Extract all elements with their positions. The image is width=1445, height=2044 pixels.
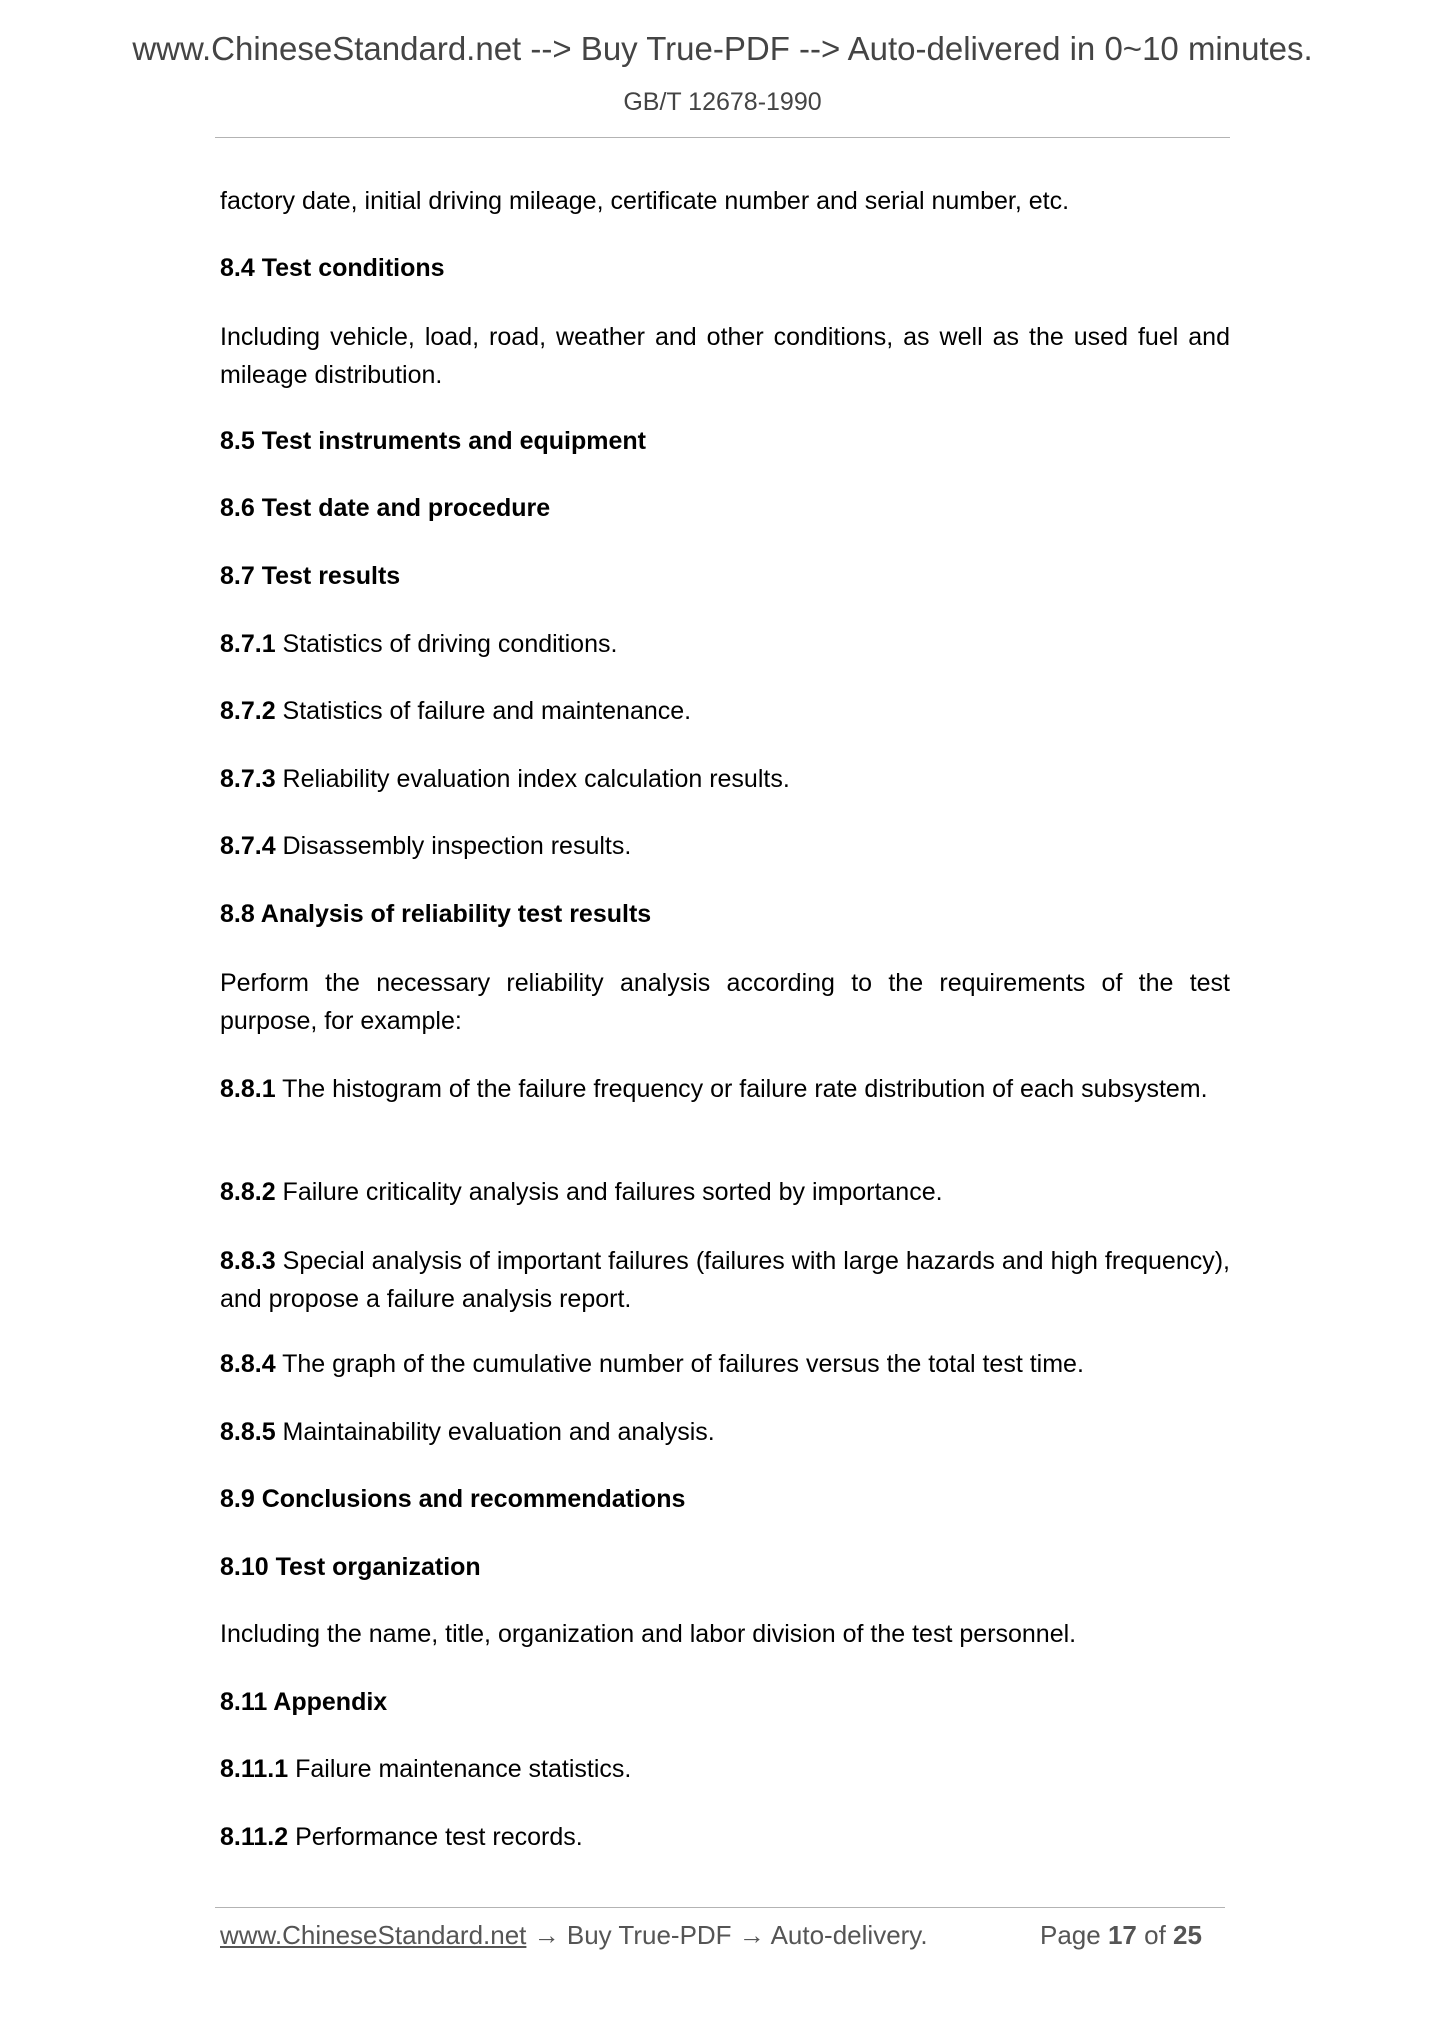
section-heading-8-5: 8.5 Test instruments and equipment [220,427,647,455]
clause-text: Statistics of driving conditions. [275,630,618,658]
clause-8-8-1 [220,1070,1230,1108]
clause-8-8-5 [220,1413,1230,1452]
section-text-8-4: Including vehicle, load, road, weather and other conditions, as well as the used fuel and mileage distribution. [220,323,1230,389]
total-pages-number: 25 [1173,1920,1202,1950]
footer-promo [220,1920,928,1951]
site-banner: www.ChineseStandard.net --> Buy True-PDF --> Auto-delivered in 0~10 minutes. [132,30,1313,67]
clause-text: Disassembly inspection results. [275,832,632,860]
section-heading-8-9: 8.9 Conclusions and recommendations [220,1485,686,1513]
body-line: factory date, initial driving mileage, certificate number and serial number, etc. [220,187,1070,215]
clause-text: Performance test records. [288,1823,583,1851]
section-heading-8-7: 8.7 Test results [220,562,401,590]
section-heading-8-8: 8.8 Analysis of reliability test results [220,900,652,928]
document-code: GB/T 12678-1990 [623,88,822,116]
footer-divider [215,1907,1225,1908]
clause-number: 8.8.1 [220,1075,276,1103]
clause-8-7-4 [220,827,1230,866]
clause-text: Failure criticality analysis and failures sorted by importance. [275,1178,943,1206]
section-heading-8-4: 8.4 Test conditions [220,254,445,282]
clause-number: 8.7.3 [220,765,276,793]
clause-text: The histogram of the failure frequency or failure rate distribution of each subsystem. [275,1075,1208,1103]
current-page-number: 17 [1107,1920,1137,1950]
clause-number: 8.11.2 [220,1823,289,1851]
clause-8-11-1 [220,1750,1230,1789]
clause-8-8-3 [220,1242,1230,1318]
clause-number: 8.11.1 [220,1755,289,1783]
footer-site-link[interactable]: www.ChineseStandard.net [220,1920,527,1950]
clause-text: The graph of the cumulative number of failures versus the total test time. [275,1350,1084,1378]
clause-text: Statistics of failure and maintenance. [275,697,692,725]
page-label: Page [1040,1920,1101,1950]
clause-number: 8.8.3 [220,1247,276,1275]
of-label: of [1144,1920,1166,1950]
clause-8-7-2 [220,692,1230,731]
clause-text: Reliability evaluation index calculation results. [275,765,790,793]
clause-text: Maintainability evaluation and analysis. [275,1418,715,1446]
clause-8-8-4 [220,1345,1230,1384]
clause-number: 8.8.2 [220,1178,276,1206]
clause-8-7-3 [220,760,1230,799]
clause-8-7-1 [220,625,1230,664]
section-heading-8-6: 8.6 Test date and procedure [220,494,551,522]
clause-number: 8.7.4 [220,832,276,860]
clause-8-8-2 [220,1173,1230,1212]
clause-number: 8.7.1 [220,630,276,658]
clause-number: 8.8.4 [220,1350,276,1378]
clause-text: Failure maintenance statistics. [288,1755,632,1783]
footer-tagline: → Buy True-PDF → Auto-delivery. [526,1920,928,1950]
section-heading-8-10: 8.10 Test organization [220,1553,481,1581]
clause-number: 8.8.5 [220,1418,276,1446]
clause-number: 8.7.2 [220,697,276,725]
section-text-8-10: Including the name, title, organization and labor division of the test personnel. [220,1620,1077,1648]
section-text-8-8: Perform the necessary reliability analysis according to the requirements of the test purpose, for example: [220,969,1230,1035]
header-divider [215,137,1230,138]
clause-8-11-2 [220,1818,1230,1857]
page-indicator [1040,1920,1202,1951]
clause-text: Special analysis of important failures (failures with large hazards and high frequency), and propose a failure analysis report. [220,1247,1230,1313]
section-heading-8-11: 8.11 Appendix [220,1688,388,1716]
